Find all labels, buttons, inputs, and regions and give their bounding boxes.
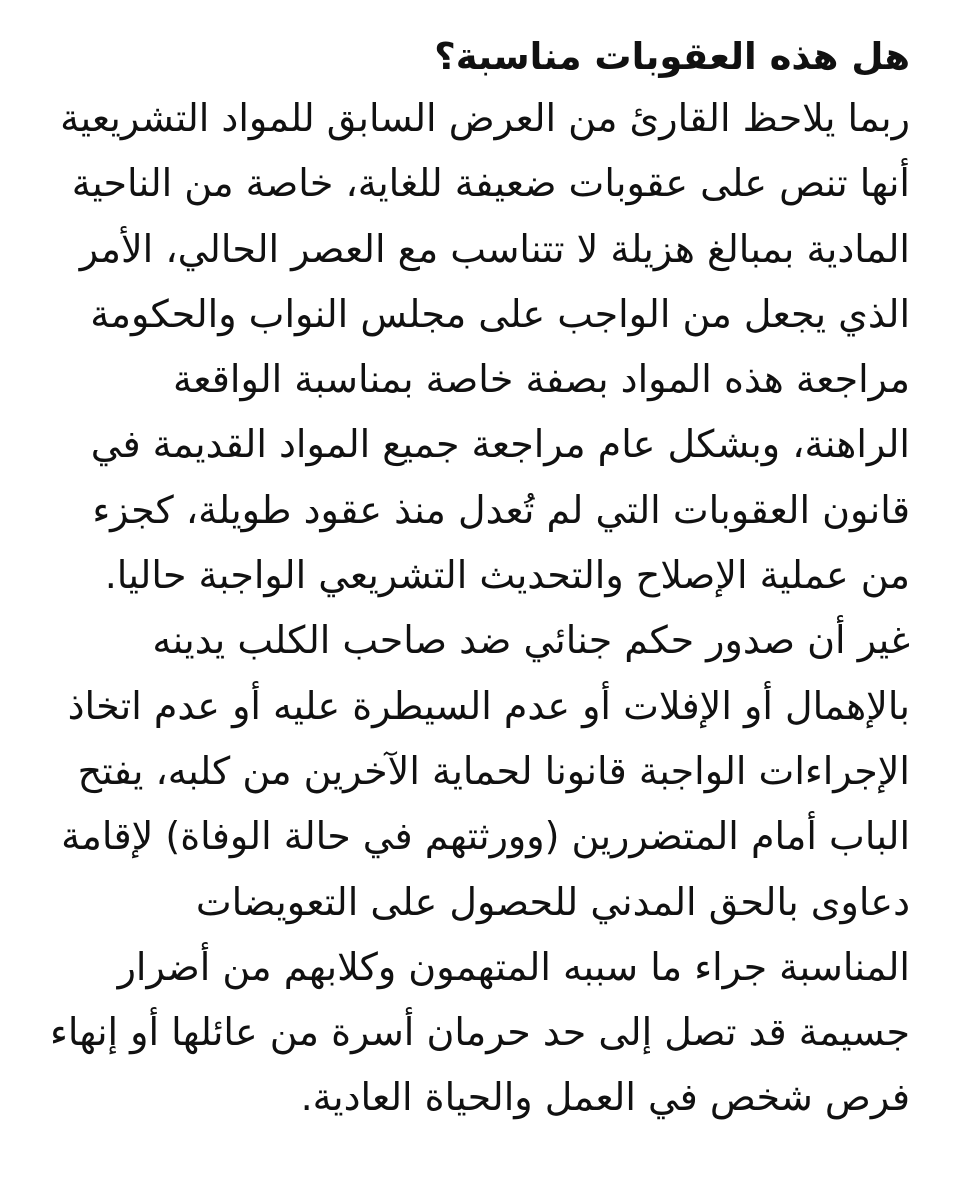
- article-line: مراجعة هذه المواد بصفة خاصة بمناسبة الواقعة: [173, 357, 910, 402]
- article-body: [40, 86, 910, 1131]
- article-line: قانون العقوبات التي لم تُعدل منذ عقود طويلة، كجزء: [92, 487, 910, 532]
- article-line: بالإهمال أو الإفلات أو عدم السيطرة عليه أو عدم اتخاذ: [67, 683, 910, 728]
- article-line: الذي يجعل من الواجب على مجلس النواب والحكومة: [90, 291, 910, 336]
- article-line: المادية بمبالغ هزيلة لا تتناسب مع العصر الحالي، الأمر: [79, 226, 910, 271]
- article-line: غير أن صدور حكم جنائي ضد صاحب الكلب يدينه: [152, 618, 910, 663]
- article-line: المناسبة جراء ما سببه المتهمون وكلابهم من أضرار: [117, 944, 910, 989]
- article-heading: هل هذه العقوبات مناسبة؟: [434, 35, 910, 78]
- article-line: الإجراءات الواجبة قانونا لحماية الآخرين من كلبه، يفتح: [77, 748, 910, 793]
- article-line: ربما يلاحظ القارئ من العرض السابق للمواد التشريعية: [60, 96, 910, 140]
- article-line: فرص شخص في العمل والحياة العادية.: [300, 1075, 910, 1120]
- article-line: جسيمة قد تصل إلى حد حرمان أسرة من عائلها أو إنهاء: [49, 1010, 910, 1055]
- article-line: أنها تنص على عقوبات ضعيفة للغاية، خاصة من الناحية: [71, 161, 910, 206]
- article-line: الباب أمام المتضررين (وورثتهم في حالة الوفاة) لإقامة: [61, 814, 910, 859]
- article-line: من عملية الإصلاح والتحديث التشريعي الواجبة حاليا.: [104, 553, 910, 598]
- article-line: الراهنة، وبشكل عام مراجعة جميع المواد القديمة في: [90, 422, 910, 467]
- article-line: دعاوى بالحق المدني للحصول على التعويضات: [195, 879, 910, 924]
